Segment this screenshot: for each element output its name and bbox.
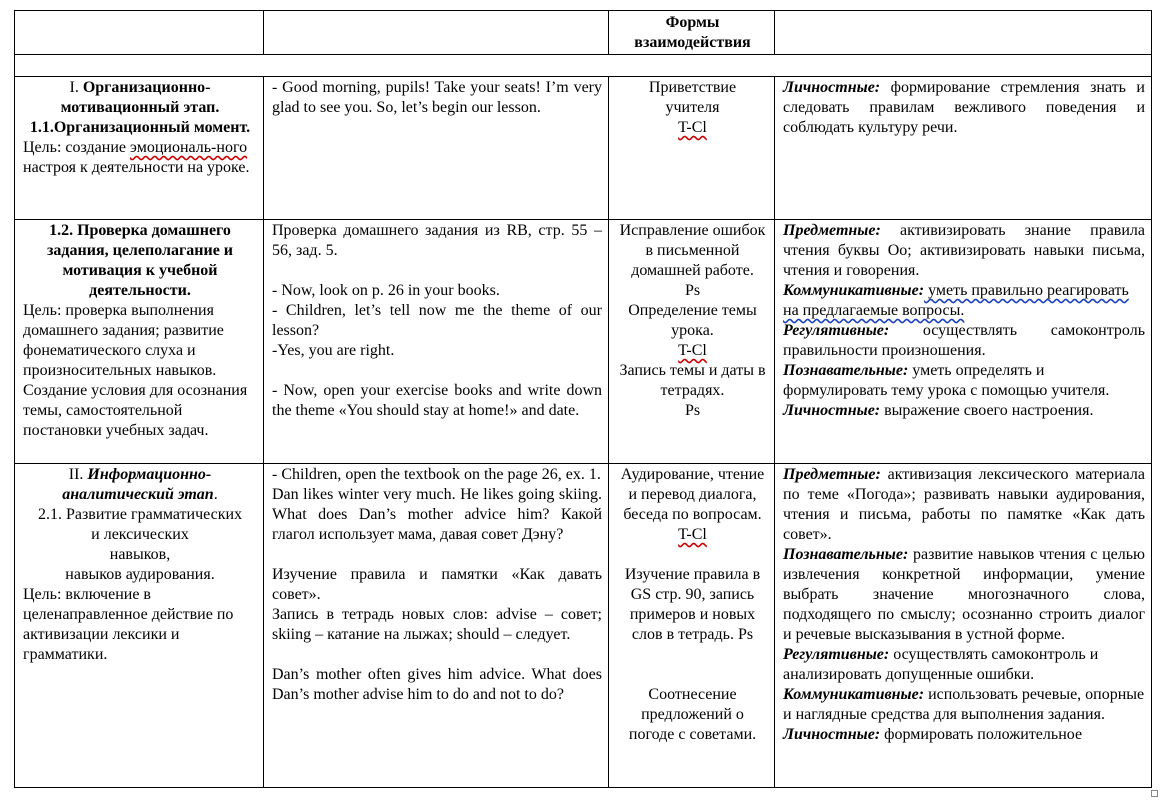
header-row — [15, 11, 1152, 55]
stage-goal: Цель: создание эмоциональ-ного настроя к деятельности на уроке. — [23, 139, 250, 176]
header-cell-forms — [609, 11, 775, 55]
forms-header: Формы взаимодействия — [634, 14, 751, 51]
substage-title: 1.2. Проверка домашнего задания, целеполагание и мотивация к учебной деятельности. — [46, 222, 234, 299]
result-label: Личностные: — [783, 79, 881, 96]
result-label: Личностные: — [783, 402, 881, 419]
table-resize-handle[interactable] — [1151, 790, 1158, 797]
result-label: Регулятивные: — [783, 322, 890, 339]
stage-title: Информационно-аналитический этап — [62, 466, 214, 503]
result-label: Коммуникативные: — [783, 686, 925, 703]
forms-cell-3: Аудирование, чтение и перевод диалога, беседа по вопросам. T-Cl Изучение правила в GS стр. 90, запись примеров и новых слов в тетрадь. Ps Соотнесение предложений о погоде с советами. — [609, 464, 775, 788]
stage-cell-2 — [15, 220, 264, 464]
header-cell-2 — [264, 11, 609, 55]
results-cell-1: Личностные: формирование стремления знать и следовать правилам вежливого поведения и соблюдать культуру речи. — [775, 77, 1152, 220]
lesson-plan-table — [14, 10, 1152, 788]
forms-cell-1: Приветствие учителя T-Cl — [609, 77, 775, 220]
stage-number: II. — [68, 466, 88, 483]
form-code: T-Cl — [678, 342, 707, 359]
forms-cell-2: Исправление ошибок в письменной домашней работе. Ps Определение темы урока. T-Cl Запись темы и даты в тетрадях. Ps — [609, 220, 775, 464]
form-code: T-Cl — [678, 526, 707, 543]
teacher-speech-cell-1 — [264, 77, 609, 220]
header-cell-4 — [775, 11, 1152, 55]
form-code: Ps — [684, 402, 701, 419]
teacher-speech: - Good morning, pupils! Take your seats! I’m very glad to see you. So, let’s begin our lesson. — [272, 79, 602, 116]
form-code: T-Cl — [678, 119, 707, 136]
result-label: Коммуникативные: — [783, 282, 925, 299]
teacher-speech-cell-3: - Children, open the textbook on the page 26, ex. 1. Dan likes winter very much. He likes going skiing. What does Dan’s mother advice him? Какой глагол использует мама, давая совет Дэну? Изучение правила и памятки «Как давать совет». Запись в тетрадь новых слов: advise – совет; skiing – катание на лыжах; should – следует. Dan’s mother often gives him advice. What does Dan’s mother advise him to do and not to do? — [264, 464, 609, 788]
row-organizational — [15, 77, 1152, 220]
header-cell-1 — [15, 11, 264, 55]
form-code: Ps — [684, 282, 701, 299]
spacer-row — [15, 55, 1152, 77]
stage-goal-2: Создание условия для осознания темы, самостоятельной постановки учебных задач. — [23, 382, 248, 439]
teacher-speech-cell-2: Проверка домашнего задания из RB, стр. 55 – 56, зад. 5. - Now, look on p. 26 in your books. - Children, let’s tell now me the theme of our lesson? -Yes, you are right. - Now, open your exercise books and write down the theme «You should stay at home!» and date. — [264, 220, 609, 464]
result-label: Познавательные: — [783, 546, 909, 563]
substage-title: 1.1.Организационный момент. — [29, 119, 251, 136]
stage-goal: Цель: включение в целенаправленное действие по активизации лексики и грамматики. — [23, 586, 234, 663]
row-information — [15, 464, 1152, 788]
stage-number: I. — [69, 79, 83, 96]
result-label: Предметные: — [783, 222, 881, 239]
result-label: Личностные: — [783, 726, 881, 743]
stage-goal: Цель: проверка выполнения домашнего задания; развитие фонематического слуха и произносительных навыков. — [23, 302, 224, 379]
spacer-cell — [15, 55, 1152, 77]
result-label: Предметные: — [783, 466, 881, 483]
substage-title: 2.1. Развитие грамматических — [37, 506, 243, 523]
row-homework — [15, 220, 1152, 464]
stage-cell-1 — [15, 77, 264, 220]
result-label: Регулятивные: — [783, 646, 890, 663]
stage-cell-3: II. Информационно-аналитический этап. 2.1. Развитие грамматических и лексических навыков, навыков аудирования. Цель: включение в целенаправленное действие по активизации лексики и грамматики. — [15, 464, 264, 788]
result-label: Познавательные: — [783, 362, 909, 379]
results-cell-2: Предметные: активизировать знание правила чтения буквы Оо; активизировать навыки письма, чтения и говорения. Коммуникативные: уметь правильно реагировать на предлагаемые вопросы. Регулятивные: осуществлять самоконтроль правильности произношения. Познавательные: уметь определять и формулировать тему урока с помощью учителя. Личностные: выражение своего настроения. — [775, 220, 1152, 464]
results-cell-3: Предметные: активизация лексического материала по теме «Погода»; развивать навыки аудирования, чтения и письма, работы по памятке «Как дать совет». Познавательные: развитие навыков чтения с целью извлечения конкретной информации, умение выбрать значение многозначного слова, подходящего по смыслу; осознанно строить диалог и речевые высказывания в устной форме. Регулятивные: осуществлять самоконтроль и анализировать допущенные ошибки. Коммуникативные: использовать речевые, опорные и наглядные средства для выполнения задания. Личностные: формировать положительное — [775, 464, 1152, 788]
stage-title: Организационно-мотивационный этап. — [60, 79, 220, 116]
